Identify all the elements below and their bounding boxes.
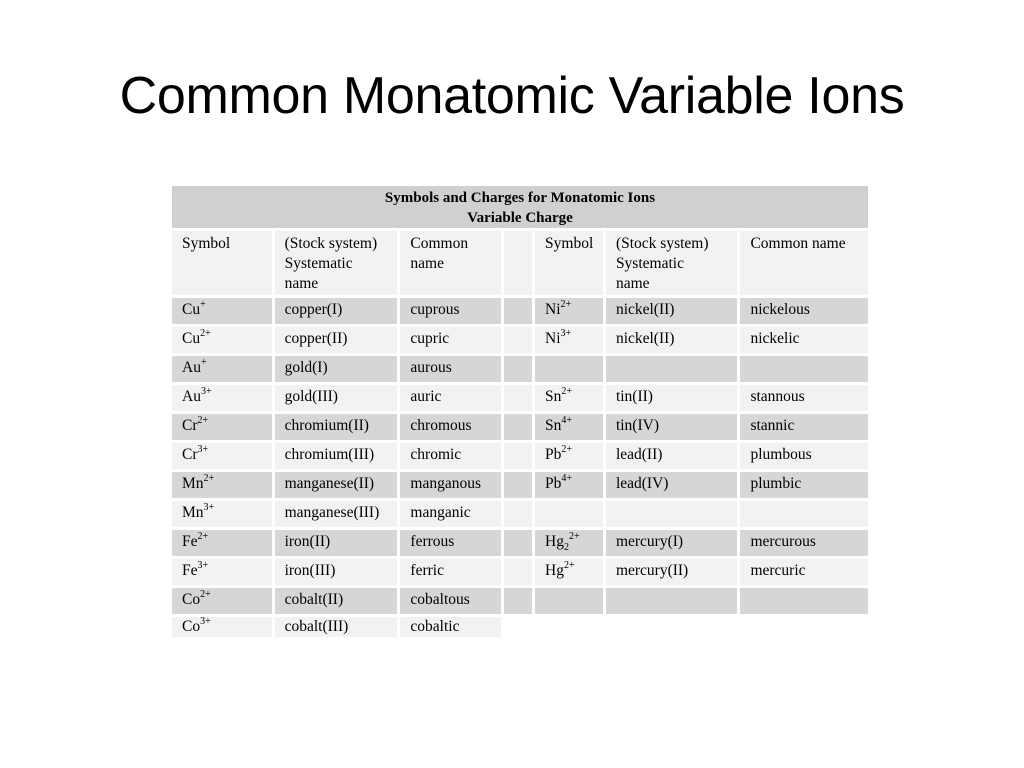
- systematic-name-left: iron(III): [275, 559, 398, 585]
- table-row: [172, 559, 868, 585]
- ion-charge: 2+: [200, 327, 211, 339]
- header-common-line-1: Common: [410, 235, 469, 252]
- ion-symbol-base: Au: [182, 388, 201, 405]
- caption-line-2: Variable Charge: [467, 210, 573, 226]
- ion-symbol-base: Co: [182, 618, 201, 635]
- ion-symbol-left: [172, 356, 272, 382]
- column-separator: [504, 231, 532, 295]
- ion-symbol-right: [535, 530, 603, 556]
- header-systematic-line-3: name: [615, 275, 650, 292]
- common-name-left: aurous: [400, 356, 501, 382]
- ion-charge: 2+: [197, 414, 209, 426]
- ion-symbol-right: [535, 588, 603, 614]
- common-name-left: chromic: [400, 443, 501, 469]
- ion-charge: 4+: [561, 472, 573, 484]
- common-name-right: nickelic: [740, 327, 868, 353]
- ion-symbol-right: [535, 472, 603, 498]
- systematic-name-left: copper(II): [275, 327, 398, 353]
- column-separator: [504, 530, 532, 556]
- ion-symbol-right: [535, 298, 603, 324]
- systematic-name-right: nickel(II): [606, 298, 738, 324]
- ion-symbol-left: [172, 443, 272, 469]
- common-name-right: nickelous: [740, 298, 868, 324]
- ion-charge: 2+: [560, 298, 572, 310]
- common-name-left: cupric: [400, 327, 501, 353]
- table-row: [172, 530, 868, 556]
- systematic-name-right: tin(IV): [606, 414, 738, 440]
- table-row: [172, 443, 868, 469]
- common-name-right: stannic: [740, 414, 868, 440]
- table-row: [172, 501, 868, 527]
- ion-symbol-base: Mn: [182, 504, 204, 521]
- systematic-name-left: chromium(II): [275, 414, 398, 440]
- systematic-name-left: iron(II): [275, 530, 398, 556]
- ion-symbol-right: [535, 327, 603, 353]
- common-name-left: manganous: [400, 472, 501, 498]
- table-row: [172, 327, 868, 353]
- ion-symbol-left: [172, 298, 272, 324]
- ion-symbol-base: Cu: [182, 330, 201, 347]
- ion-symbol-base: Hg: [545, 562, 564, 579]
- header-systematic-right: [606, 231, 738, 295]
- systematic-name-right: [606, 356, 738, 382]
- header-systematic-left: [275, 231, 398, 295]
- systematic-name-left: gold(III): [275, 385, 398, 411]
- ion-symbol-left: [172, 588, 272, 614]
- ion-charge: 2+: [203, 472, 215, 484]
- ion-symbol-right: [535, 443, 603, 469]
- column-separator: [504, 472, 532, 498]
- ion-charge: 3+: [203, 501, 215, 513]
- common-name-right: [740, 588, 868, 614]
- systematic-name-right: tin(II): [606, 385, 738, 411]
- ion-symbol-base: Ni: [545, 301, 561, 318]
- header-systematic-line-1: (Stock system): [284, 235, 378, 252]
- ion-symbol-left: [172, 414, 272, 440]
- systematic-name-right: lead(II): [606, 443, 738, 469]
- ion-charge: 2+: [561, 443, 573, 455]
- ion-symbol-base: Co: [182, 591, 201, 608]
- column-separator: [504, 385, 532, 411]
- ion-charge: 2+: [197, 530, 209, 542]
- ion-charge: 2+: [568, 530, 580, 542]
- ion-table-container: [172, 186, 868, 637]
- ion-symbol-base: Sn: [545, 417, 562, 434]
- table-row: [172, 588, 868, 614]
- common-name-right: mercuric: [740, 559, 868, 585]
- common-name-left: ferric: [400, 559, 501, 585]
- column-separator: [504, 501, 532, 527]
- table-row: [172, 298, 868, 324]
- caption-line-1: Symbols and Charges for Monatomic Ions: [384, 190, 656, 206]
- common-name-right: plumbous: [740, 443, 868, 469]
- ion-charge: +: [200, 298, 206, 310]
- table-header-row: [172, 231, 868, 295]
- ion-symbol-right: [535, 559, 603, 585]
- table-row: [172, 617, 868, 637]
- ion-symbol-base: Au: [182, 359, 201, 376]
- header-common-right: Common name: [740, 231, 868, 295]
- common-name-left: chromous: [400, 414, 501, 440]
- common-name-right: [740, 356, 868, 382]
- ion-symbol-base: Pb: [545, 446, 562, 463]
- ion-symbol-left: [172, 559, 272, 585]
- header-systematic-line-3: name: [284, 275, 319, 292]
- systematic-name-left: chromium(III): [275, 443, 398, 469]
- ion-charge: 2+: [563, 559, 575, 571]
- ion-symbol-left: [172, 327, 272, 353]
- table-row: [172, 385, 868, 411]
- ion-charge: 3+: [560, 327, 572, 339]
- header-systematic-line-1: (Stock system): [615, 235, 709, 252]
- table-row: [172, 472, 868, 498]
- ion-symbol-left: [172, 530, 272, 556]
- header-symbol-right: Symbol: [535, 231, 603, 295]
- common-name-right: [740, 501, 868, 527]
- ion-charge: 3+: [200, 385, 212, 397]
- ion-symbol-base: Cr: [182, 446, 198, 463]
- table-row: [172, 356, 868, 382]
- column-separator: [504, 298, 532, 324]
- header-systematic-line-2: Systematic: [284, 255, 353, 272]
- column-separator: [504, 356, 532, 382]
- systematic-name-left: manganese(II): [275, 472, 398, 498]
- common-name-left: cobaltous: [400, 588, 501, 614]
- common-name-left: cuprous: [400, 298, 501, 324]
- ion-symbol-base: Hg: [545, 533, 564, 550]
- slide-title: Common Monatomic Variable Ions: [119, 67, 905, 125]
- ion-symbol-right: [535, 385, 603, 411]
- ion-symbol-left: [172, 472, 272, 498]
- systematic-name-left: gold(I): [275, 356, 398, 382]
- ion-symbol-base: Pb: [545, 475, 562, 492]
- ion-symbol-subscript: 2: [563, 542, 569, 554]
- column-separator: [504, 414, 532, 440]
- ion-symbol-right: [535, 501, 603, 527]
- ion-symbol-left: [172, 617, 272, 637]
- systematic-name-right: [606, 588, 738, 614]
- ion-charge: 3+: [200, 615, 211, 627]
- ion-symbol-base: Mn: [182, 475, 204, 492]
- systematic-name-right: [606, 501, 738, 527]
- systematic-name-left: cobalt(II): [275, 588, 398, 614]
- common-name-left: auric: [400, 385, 501, 411]
- common-name-left: cobaltic: [400, 617, 501, 637]
- column-separator: [504, 559, 532, 585]
- systematic-name-right: nickel(II): [606, 327, 738, 353]
- ion-charge: 3+: [197, 443, 209, 455]
- ion-symbol-left: [172, 385, 272, 411]
- ion-charge: 2+: [200, 588, 211, 600]
- systematic-name-left: manganese(III): [275, 501, 398, 527]
- table-row: [172, 414, 868, 440]
- ion-symbol-base: Sn: [545, 388, 562, 405]
- ion-symbol-right: [535, 356, 603, 382]
- ion-table: [169, 183, 871, 640]
- header-common-left: [400, 231, 501, 295]
- header-symbol-left: Symbol: [172, 231, 272, 295]
- ion-symbol-right: [535, 414, 603, 440]
- table-caption: [172, 186, 868, 228]
- systematic-name-right: mercury(II): [606, 559, 738, 585]
- ion-symbol-base: Cr: [182, 417, 198, 434]
- column-separator: [504, 443, 532, 469]
- common-name-left: manganic: [400, 501, 501, 527]
- ion-charge: +: [200, 356, 207, 368]
- ion-symbol-left: [172, 501, 272, 527]
- ion-symbol-base: Cu: [182, 301, 201, 318]
- ion-charge: 2+: [561, 385, 573, 397]
- ion-symbol-base: Fe: [182, 562, 198, 579]
- ion-charge: 3+: [197, 559, 209, 571]
- systematic-name-right: lead(IV): [606, 472, 738, 498]
- header-common-line-2: name: [410, 255, 444, 272]
- column-separator: [504, 327, 532, 353]
- ion-symbol-base: Ni: [545, 330, 561, 347]
- table-caption-row: [172, 186, 868, 228]
- common-name-right: mercurous: [740, 530, 868, 556]
- common-name-left: ferrous: [400, 530, 501, 556]
- systematic-name-left: copper(I): [275, 298, 398, 324]
- common-name-right: stannous: [740, 385, 868, 411]
- systematic-name-left: cobalt(III): [275, 617, 398, 637]
- systematic-name-right: mercury(I): [606, 530, 738, 556]
- common-name-right: plumbic: [740, 472, 868, 498]
- header-systematic-line-2: Systematic: [615, 255, 684, 272]
- ion-charge: 4+: [561, 414, 573, 426]
- ion-symbol-base: Fe: [182, 533, 198, 550]
- column-separator: [504, 588, 532, 614]
